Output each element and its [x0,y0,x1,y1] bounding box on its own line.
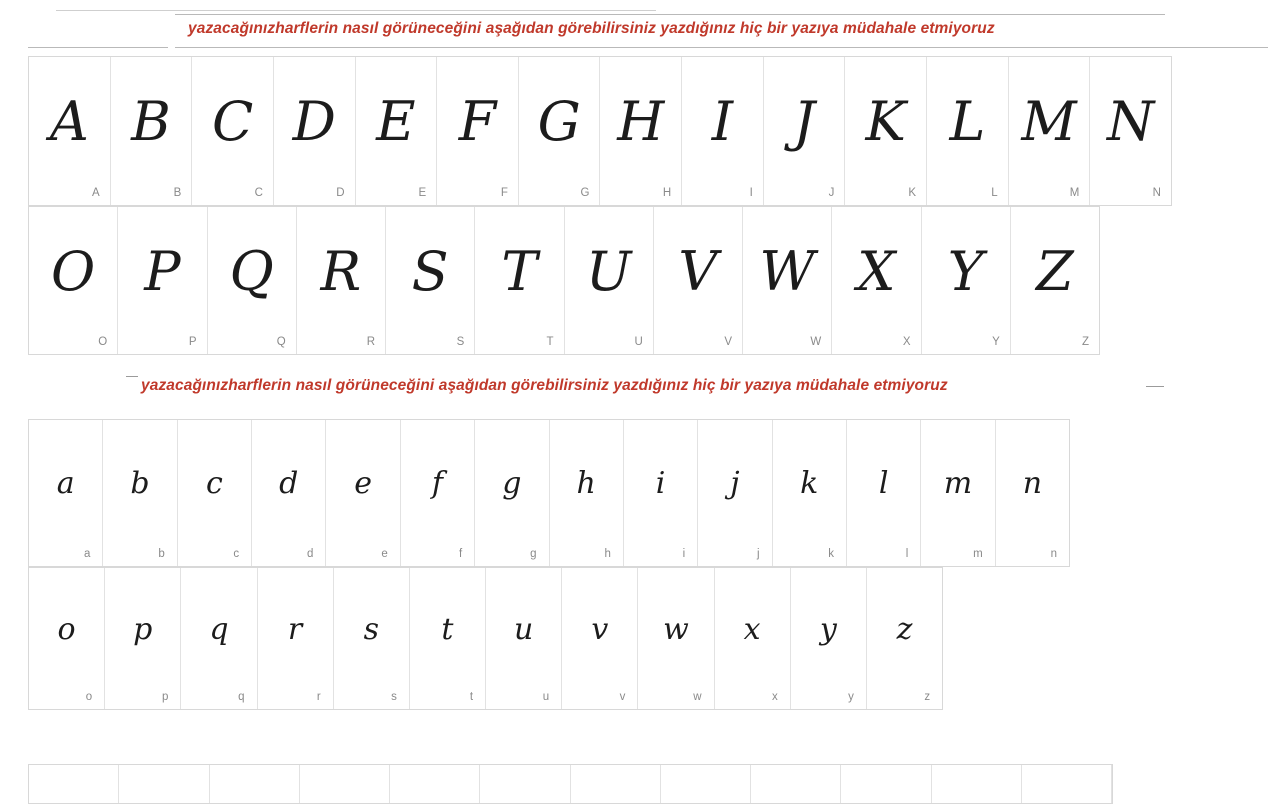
glyph-cell-U[interactable] [565,207,654,354]
glyph-preview-Z: Z [1036,239,1074,303]
glyph-label-C: C [254,187,263,199]
bottom-partial-glyph-row [28,764,1113,804]
glyph-preview-T: T [501,239,538,303]
heading-rule-top [175,14,1165,15]
glyph-label-c: c [233,548,240,560]
glyph-cell-H[interactable] [600,57,682,205]
glyph-preview-j: j [730,466,740,501]
glyph-preview-x: x [743,611,761,647]
glyph-label-R: R [366,336,375,348]
uppercase-glyph-row-2 [28,206,1100,355]
glyph-cell-l[interactable] [847,420,921,566]
glyph-preview-v: v [591,611,609,647]
glyph-label-v: v [619,691,626,703]
glyph-cell-q[interactable] [181,568,257,709]
glyph-cell-o[interactable] [29,568,105,709]
glyph-preview-y: y [819,611,837,647]
glyph-cell-p[interactable] [105,568,181,709]
glyph-cell-empty[interactable] [1022,765,1112,803]
glyph-cell-a[interactable] [29,420,103,566]
glyph-preview-o: o [57,611,76,647]
glyph-cell-empty[interactable] [29,765,119,803]
glyph-cell-z[interactable] [867,568,942,709]
glyph-preview-K: K [865,90,906,153]
glyph-label-K: K [908,187,917,199]
glyph-label-L: L [991,187,998,199]
glyph-preview-U: U [585,239,632,303]
glyph-preview-E: E [376,90,416,153]
glyph-cell-d[interactable] [252,420,326,566]
glyph-preview-d: d [279,466,299,501]
glyph-preview-k: k [800,466,819,501]
glyph-label-O: O [98,336,108,348]
glyph-label-P: P [188,336,197,348]
glyph-cell-Y[interactable] [922,207,1011,354]
glyph-label-D: D [336,187,345,199]
glyph-cell-empty[interactable] [480,765,570,803]
glyph-preview-w: w [663,611,689,647]
glyph-cell-empty[interactable] [390,765,480,803]
glyph-label-A: A [91,187,100,199]
glyph-label-t: t [469,691,474,703]
glyph-preview-L: L [949,90,986,153]
glyph-preview-V: V [678,239,718,303]
glyph-label-k: k [828,548,834,560]
glyph-cell-L[interactable] [927,57,1009,205]
glyph-label-e: e [381,548,388,560]
glyph-cell-R[interactable] [297,207,386,354]
glyph-cell-empty[interactable] [571,765,661,803]
glyph-label-N: N [1152,187,1161,199]
glyph-cell-I[interactable] [682,57,764,205]
glyph-label-g: g [530,548,537,560]
glyph-label-H: H [662,187,672,199]
glyph-cell-W[interactable] [743,207,832,354]
glyph-preview-B: B [131,90,171,153]
glyph-cell-t[interactable] [410,568,486,709]
glyph-preview-b: b [130,466,150,501]
glyph-preview-c: c [205,466,223,501]
page-frame-top [56,0,656,11]
heading-tick-left [126,376,138,377]
glyph-label-W: W [810,336,822,348]
glyph-preview-C: C [211,90,254,153]
glyph-label-n: n [1050,548,1058,560]
lowercase-glyph-row-2 [28,567,943,710]
glyph-cell-C[interactable] [192,57,274,205]
glyph-preview-e: e [354,466,372,501]
glyph-label-U: U [634,336,643,348]
glyph-label-p: p [161,691,169,703]
glyph-label-a: a [83,548,91,560]
glyph-preview-J: J [793,90,815,153]
glyph-preview-F: F [458,90,497,153]
glyph-cell-y[interactable] [791,568,867,709]
glyph-cell-v[interactable] [562,568,638,709]
glyph-cell-s[interactable] [334,568,410,709]
glyph-cell-empty[interactable] [300,765,390,803]
glyph-label-q: q [238,691,245,703]
glyph-cell-x[interactable] [715,568,791,709]
glyph-preview-u: u [513,611,534,647]
glyph-cell-N[interactable] [1090,57,1171,205]
glyph-cell-j[interactable] [698,420,772,566]
heading-uppercase: yazacağınızharflerin nasıl görüneceğini aşağıdan görebilirsiniz yazdığınız hiç bir yazıya müdahale etmiyoruz [188,20,995,37]
glyph-preview-S: S [411,239,449,303]
glyph-preview-P: P [144,239,181,303]
glyph-preview-Y: Y [947,239,984,303]
glyph-label-z: z [924,691,931,703]
glyph-preview-R: R [320,239,362,303]
glyph-label-F: F [500,187,508,199]
glyph-preview-W: W [759,239,815,303]
glyph-cell-empty[interactable] [932,765,1022,803]
glyph-preview-M: M [1021,90,1077,153]
glyph-cell-m[interactable] [921,420,995,566]
glyph-label-M: M [1069,187,1080,199]
glyph-label-Y: Y [992,336,1000,348]
heading-tick-right [1146,386,1164,387]
glyph-preview-z: z [896,611,913,647]
glyph-label-i: i [682,548,686,560]
glyph-cell-O[interactable] [29,207,118,354]
glyph-cell-G[interactable] [519,57,601,205]
glyph-label-I: I [749,187,753,199]
glyph-label-m: m [973,548,983,560]
glyph-label-S: S [456,336,465,348]
glyph-cell-r[interactable] [258,568,334,709]
uppercase-glyph-row-1 [28,56,1172,206]
glyph-label-Q: Q [276,336,286,348]
glyph-label-s: s [391,691,397,703]
glyph-preview-O: O [50,239,96,303]
glyph-preview-D: D [292,90,336,153]
glyph-label-X: X [902,336,911,348]
glyph-cell-S[interactable] [386,207,475,354]
glyph-cell-M[interactable] [1009,57,1091,205]
heading-lowercase: yazacağınızharflerin nasıl görüneceğini aşağıdan görebilirsiniz yazdığınız hiç bir yazıya müdahale etmiyoruz [141,377,948,394]
glyph-cell-n[interactable] [996,420,1069,566]
glyph-cell-e[interactable] [326,420,400,566]
glyph-cell-f[interactable] [401,420,475,566]
glyph-cell-Q[interactable] [208,207,297,354]
glyph-cell-B[interactable] [111,57,193,205]
glyph-label-b: b [158,548,165,560]
glyph-label-j: j [757,548,760,560]
glyph-cell-u[interactable] [486,568,562,709]
glyph-cell-h[interactable] [550,420,624,566]
glyph-preview-s: s [363,611,379,647]
glyph-label-E: E [418,187,427,199]
glyph-cell-empty[interactable] [751,765,841,803]
glyph-label-f: f [458,548,463,560]
glyph-label-w: w [693,691,702,703]
heading-rule-left [28,47,168,48]
glyph-label-u: u [542,691,550,703]
glyph-cell-V[interactable] [654,207,743,354]
glyph-label-l: l [905,548,909,560]
glyph-label-y: y [848,691,854,703]
heading-rule-bottom [175,47,1165,48]
glyph-label-o: o [85,691,93,703]
glyph-label-Z: Z [1081,336,1089,348]
glyph-label-x: x [771,691,778,703]
glyph-preview-t: t [441,611,454,647]
glyph-cell-A[interactable] [29,57,111,205]
glyph-preview-A: A [49,90,89,153]
glyph-cell-E[interactable] [356,57,438,205]
glyph-preview-q: q [209,611,229,647]
glyph-cell-empty[interactable] [210,765,300,803]
glyph-preview-X: X [857,239,896,303]
glyph-cell-P[interactable] [118,207,207,354]
glyph-cell-X[interactable] [832,207,921,354]
glyph-cell-D[interactable] [274,57,356,205]
glyph-cell-J[interactable] [764,57,846,205]
glyph-label-G: G [580,187,590,199]
glyph-preview-l: l [878,466,889,501]
glyph-preview-I: I [711,90,734,153]
glyph-label-B: B [173,187,182,199]
glyph-cell-k[interactable] [773,420,847,566]
glyph-label-r: r [316,691,321,703]
glyph-preview-a: a [56,466,75,501]
glyph-cell-empty[interactable] [119,765,209,803]
glyph-cell-g[interactable] [475,420,549,566]
glyph-cell-i[interactable] [624,420,698,566]
glyph-cell-empty[interactable] [841,765,931,803]
glyph-label-h: h [604,548,611,560]
glyph-preview-g: g [502,466,522,501]
glyph-label-J: J [828,187,835,199]
glyph-cell-T[interactable] [475,207,564,354]
glyph-preview-Q: Q [229,239,274,303]
glyph-preview-G: G [537,90,581,153]
glyph-cell-Z[interactable] [1011,207,1099,354]
glyph-preview-p: p [133,611,153,647]
glyph-cell-c[interactable] [178,420,252,566]
heading-rule-right [1160,47,1268,48]
glyph-preview-r: r [287,611,303,647]
glyph-cell-w[interactable] [638,568,714,709]
glyph-preview-m: m [943,466,973,501]
glyph-cell-b[interactable] [103,420,177,566]
glyph-preview-n: n [1022,466,1043,501]
glyph-label-d: d [307,548,314,560]
glyph-cell-empty[interactable] [661,765,751,803]
glyph-preview-i: i [655,466,666,501]
glyph-cell-K[interactable] [845,57,927,205]
glyph-cell-F[interactable] [437,57,519,205]
glyph-label-T: T [546,336,554,348]
glyph-preview-h: h [576,466,596,501]
glyph-preview-H: H [617,90,665,153]
lowercase-glyph-row-1 [28,419,1070,567]
glyph-preview-f: f [431,466,444,501]
glyph-preview-N: N [1107,90,1155,153]
glyph-label-V: V [724,336,732,348]
